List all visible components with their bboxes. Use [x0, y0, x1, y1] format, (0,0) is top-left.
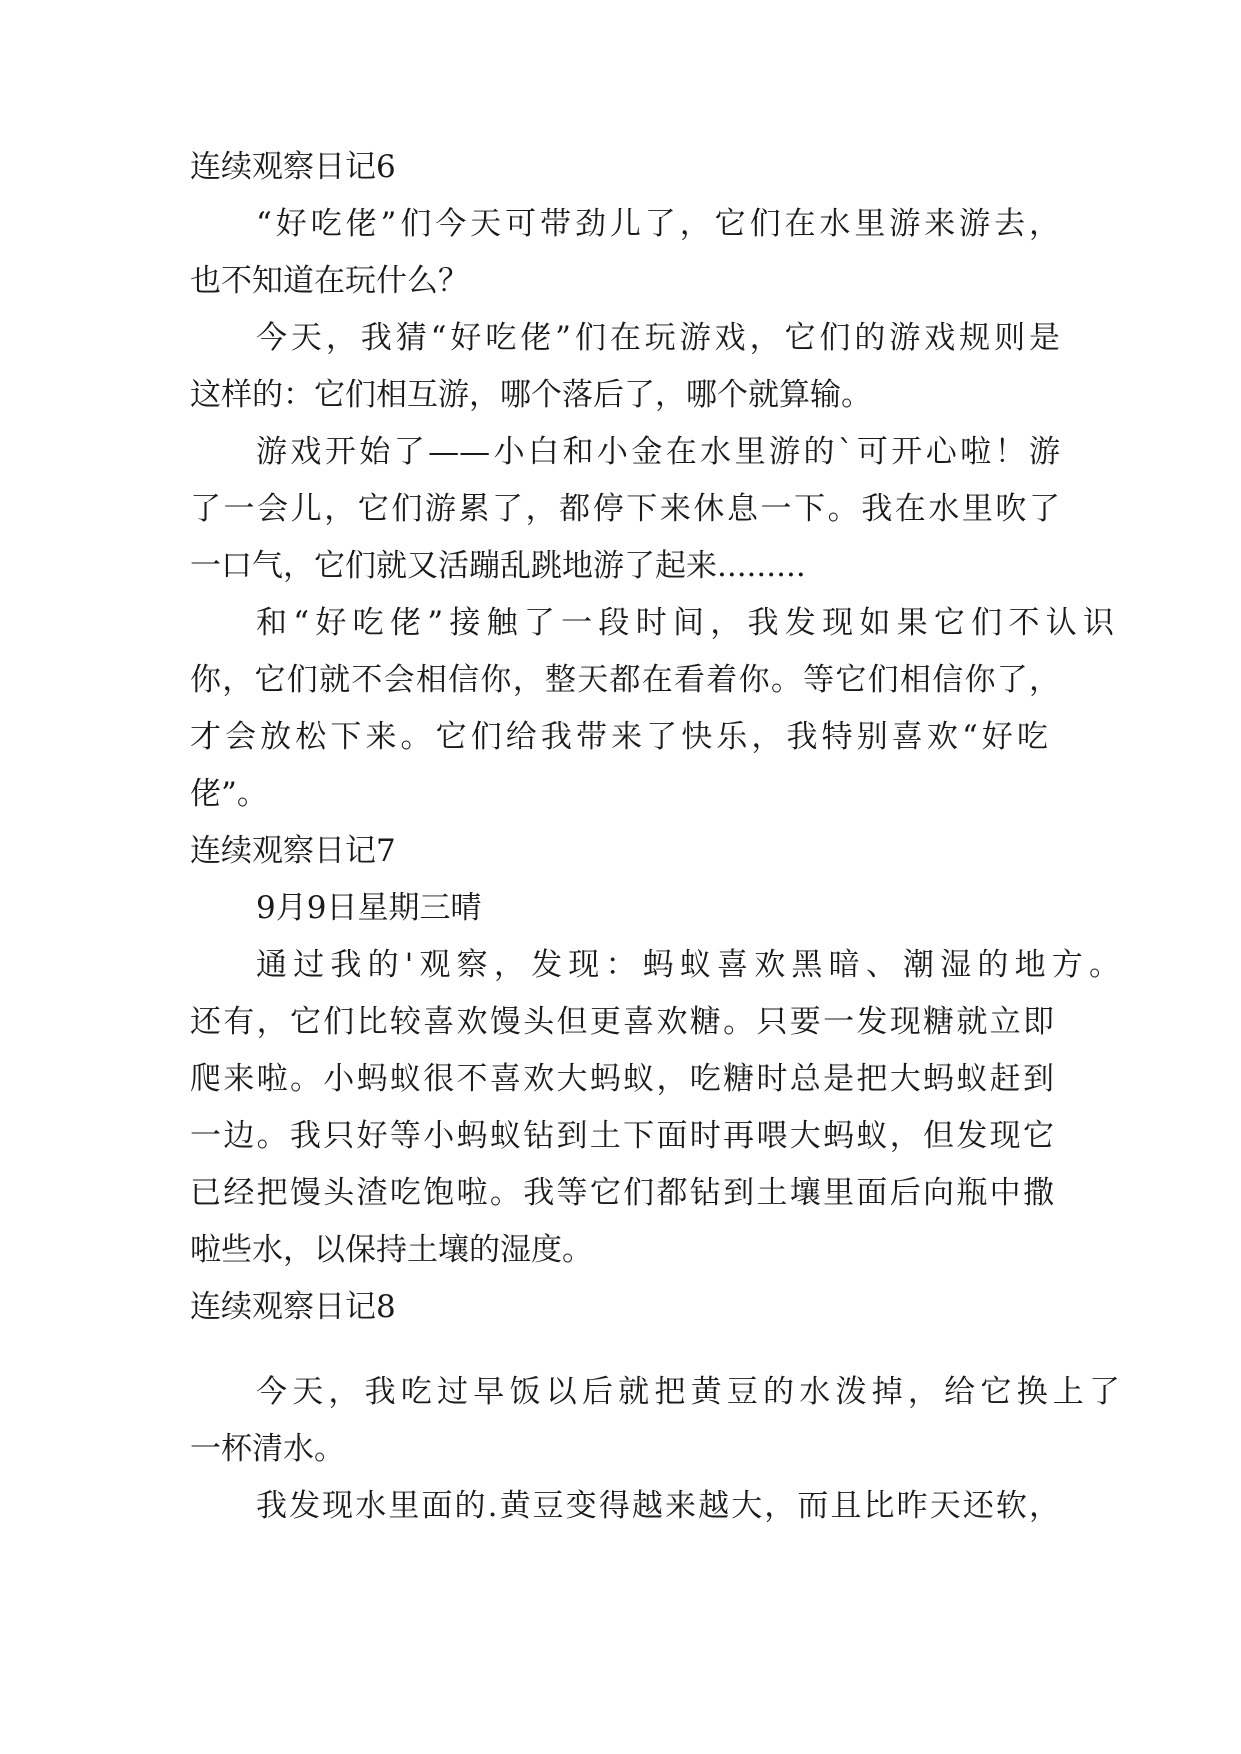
paragraph-line: 佬”。 [190, 776, 268, 812]
paragraph-line: 一边。我只好等小蚂蚁钻到土下面时再喂大蚂蚁，但发现它 [190, 1118, 1054, 1154]
entry-title: 连续观察日记6 [190, 149, 396, 185]
entry-title: 连续观察日记8 [190, 1289, 396, 1325]
date-line: 9月9日星期三晴 [256, 890, 482, 926]
paragraph-line: 今天，我猜“好吃佬”们在玩游戏，它们的游戏规则是 [256, 320, 1060, 356]
paragraph-line: 啦些水，以保持土壤的湿度。 [190, 1232, 593, 1268]
paragraph-line: 今天，我吃过早饭以后就把黄豆的水泼掉，给它换上了 [256, 1374, 1120, 1410]
paragraph-line: 这样的：它们相互游，哪个落后了，哪个就算输。 [190, 377, 872, 413]
paragraph-line: 已经把馒头渣吃饱啦。我等它们都钻到土壤里面后向瓶中撒 [190, 1175, 1054, 1211]
paragraph-line: 我发现水里面的.黄豆变得越来越大，而且比昨天还软， [256, 1488, 1060, 1524]
paragraph-line: 也不知道在玩什么？ [190, 263, 469, 299]
paragraph-line: 还有，它们比较喜欢馒头但更喜欢糖。只要一发现糖就立即 [190, 1004, 1054, 1040]
paragraph-line: 一口气，它们就又活蹦乱跳地游了起来......... [190, 548, 806, 584]
paragraph-line: “好吃佬”们今天可带劲儿了，它们在水里游来游去， [256, 206, 1060, 242]
paragraph-line: 了一会儿，它们游累了，都停下来休息一下。我在水里吹了 [190, 491, 1060, 527]
paragraph-line: 你，它们就不会相信你，整天都在看着你。等它们相信你了， [190, 662, 1060, 698]
entry-title: 连续观察日记7 [190, 833, 396, 869]
paragraph-line: 一杯清水。 [190, 1431, 345, 1467]
paragraph-line: 才会放松下来。它们给我带来了快乐，我特别喜欢“好吃 [190, 719, 1048, 755]
paragraph-line: 游戏开始了——小白和小金在水里游的`可开心啦！游 [256, 434, 1060, 470]
paragraph-line: 和“好吃佬”接触了一段时间，我发现如果它们不认识 [256, 605, 1114, 641]
paragraph-line: 爬来啦。小蚂蚁很不喜欢大蚂蚁，吃糖时总是把大蚂蚁赶到 [190, 1061, 1054, 1097]
paragraph-line: 通过我的'观察，发现：蚂蚁喜欢黑暗、潮湿的地方。 [256, 947, 1120, 983]
